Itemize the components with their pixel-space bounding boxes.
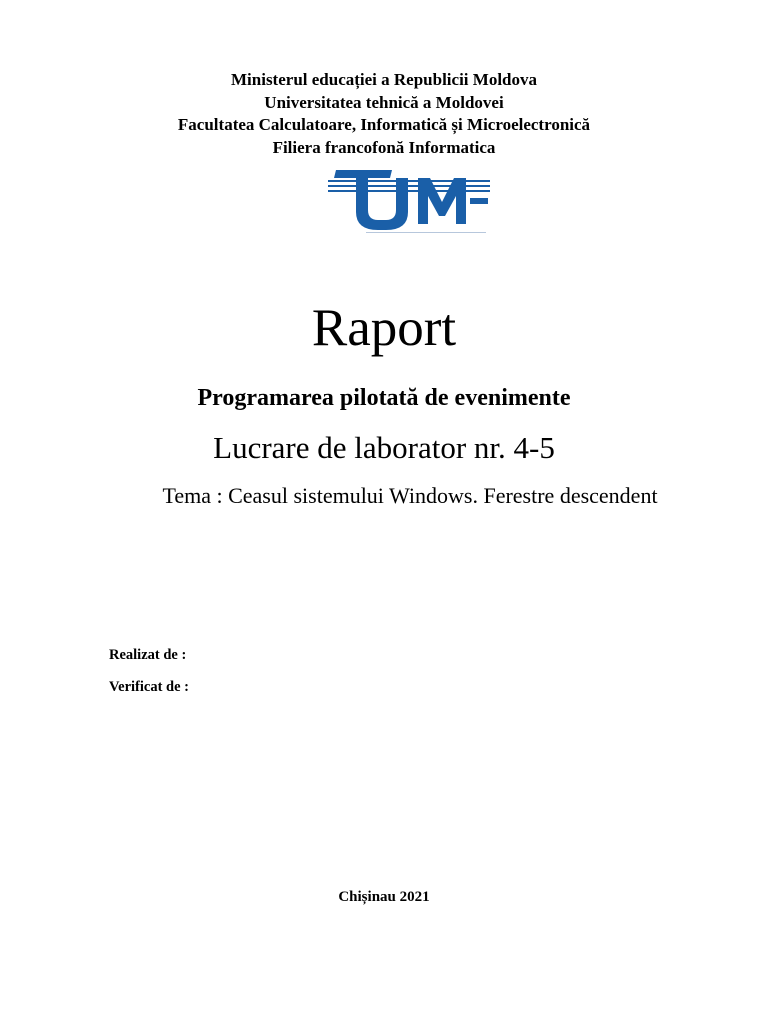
realizat-label: Realizat de : [109,647,187,663]
ministry-line: Ministerul educației a Republicii Moldova [231,70,537,89]
utm-logo [326,162,492,236]
university-line: Universitatea tehnică a Moldovei [264,92,504,112]
course-title: Programarea pilotată de evenimente [197,385,571,411]
roles-block [109,639,189,703]
place-year: Chișinau 2021 [338,889,430,905]
faculty-line: Facultatea Calculatoare, Informatică și Microelectronică [177,115,591,134]
topic-text: Tema : Ceasul sistemului Windows. Ferestre descendent [162,483,658,508]
lab-title: Lucrare de laborator nr. 4-5 [213,430,555,465]
institution-header [0,69,768,159]
verificat-label: Verificat de : [109,679,189,695]
report-title: Raport [311,299,457,357]
program-line: Filiera francofonă Informatica [272,137,496,157]
